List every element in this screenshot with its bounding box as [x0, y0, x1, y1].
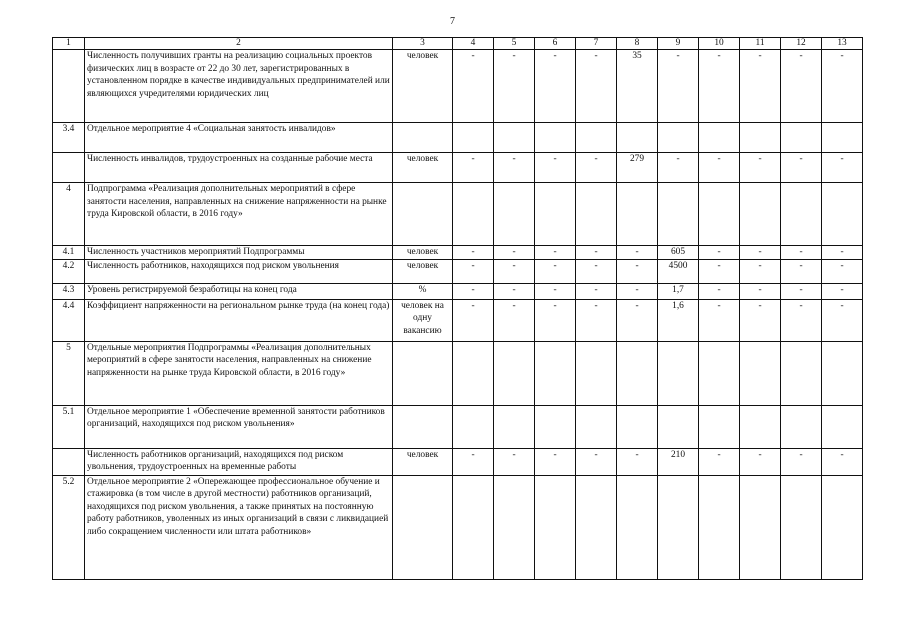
value-cell-col-10	[699, 123, 740, 153]
row-number-cell: 3.4	[53, 123, 85, 153]
value-cell-col-11: -	[740, 246, 781, 260]
indicator-name-cell: Уровень регистрируемой безработицы на конец года	[85, 283, 393, 299]
value-cell-col-12	[781, 405, 822, 448]
value-cell-col-13: -	[822, 246, 863, 260]
column-header-8: 8	[617, 38, 658, 50]
value-cell-col-9: 1,6	[658, 299, 699, 341]
row-number-cell	[53, 50, 85, 123]
value-cell-col-9	[658, 405, 699, 448]
row-number-cell: 4.4	[53, 299, 85, 341]
indicator-name-cell: Коэффициент напряженности на региональном рынке труда (на конец года)	[85, 299, 393, 341]
value-cell-col-13	[822, 183, 863, 246]
value-cell-col-13	[822, 341, 863, 405]
row-number-cell: 5	[53, 341, 85, 405]
unit-cell: человек на одну вакансию	[393, 299, 453, 341]
value-cell-col-10	[699, 341, 740, 405]
column-header-2: 2	[85, 38, 393, 50]
column-header-4: 4	[453, 38, 494, 50]
value-cell-col-6	[535, 405, 576, 448]
value-cell-col-13: -	[822, 50, 863, 123]
value-cell-col-6	[535, 475, 576, 579]
indicator-name-cell: Отдельное мероприятие 1 «Обеспечение временной занятости работников организаций, находящихся под риском увольнения»	[85, 405, 393, 448]
value-cell-col-7	[576, 405, 617, 448]
value-cell-col-5	[494, 475, 535, 579]
row-number-cell: 5.2	[53, 475, 85, 579]
value-cell-col-13	[822, 405, 863, 448]
value-cell-col-7	[576, 475, 617, 579]
table-row	[53, 50, 863, 123]
page-number: 7	[450, 16, 455, 27]
value-cell-col-10: -	[699, 153, 740, 183]
value-cell-col-13: -	[822, 299, 863, 341]
value-cell-col-9	[658, 475, 699, 579]
value-cell-col-8	[617, 405, 658, 448]
column-header-1: 1	[53, 38, 85, 50]
value-cell-col-12	[781, 183, 822, 246]
value-cell-col-8: 35	[617, 50, 658, 123]
row-number-cell: 4.3	[53, 283, 85, 299]
value-cell-col-7: -	[576, 153, 617, 183]
column-header-6: 6	[535, 38, 576, 50]
value-cell-col-4: -	[453, 153, 494, 183]
column-header-13: 13	[822, 38, 863, 50]
value-cell-col-8: -	[617, 299, 658, 341]
indicator-name-cell: Численность участников мероприятий Подпрограммы	[85, 246, 393, 260]
value-cell-col-4	[453, 123, 494, 153]
value-cell-col-11: -	[740, 259, 781, 283]
table-row	[53, 123, 863, 153]
unit-cell	[393, 405, 453, 448]
row-number-cell: 4.2	[53, 259, 85, 283]
unit-cell	[393, 475, 453, 579]
value-cell-col-13	[822, 123, 863, 153]
value-cell-col-10: -	[699, 448, 740, 475]
indicator-name-cell: Численность получивших гранты на реализацию социальных проектов физических лиц в возрасте от 22 до 30 лет, зарегистрированных в установленном порядке в качестве индивидуальных предпринимателей или являющихся учредителями юридических лиц	[85, 50, 393, 123]
value-cell-col-10: -	[699, 246, 740, 260]
value-cell-col-8	[617, 341, 658, 405]
value-cell-col-5: -	[494, 448, 535, 475]
value-cell-col-8: -	[617, 259, 658, 283]
table-row	[53, 183, 863, 246]
value-cell-col-8	[617, 123, 658, 153]
indicator-name-cell: Отдельное мероприятие 2 «Опережающее профессиональное обучение и стажировка (в том числе в другой местности) работников организаций, находящихся под риском увольнения, а также принятых на постоянную работу работников, уволенных из иных организаций в связи с ликвидацией либо сокращением численности или штата работников»	[85, 475, 393, 579]
value-cell-col-6	[535, 183, 576, 246]
value-cell-col-11	[740, 183, 781, 246]
value-cell-col-11: -	[740, 50, 781, 123]
value-cell-col-4: -	[453, 259, 494, 283]
value-cell-col-13: -	[822, 153, 863, 183]
value-cell-col-10	[699, 183, 740, 246]
value-cell-col-6: -	[535, 50, 576, 123]
value-cell-col-6: -	[535, 299, 576, 341]
value-cell-col-9: 1,7	[658, 283, 699, 299]
indicator-name-cell: Отдельные мероприятия Подпрограммы «Реализация дополнительных мероприятий в сфере занятости населения, направленных на снижение напряженности на рынке труда Кировской области, в 2016 году»	[85, 341, 393, 405]
value-cell-col-4	[453, 341, 494, 405]
value-cell-col-12: -	[781, 448, 822, 475]
value-cell-col-9: 605	[658, 246, 699, 260]
value-cell-col-6	[535, 123, 576, 153]
unit-cell: человек	[393, 448, 453, 475]
table-row	[53, 448, 863, 475]
value-cell-col-8: -	[617, 448, 658, 475]
value-cell-col-9: 210	[658, 448, 699, 475]
row-number-cell: 5.1	[53, 405, 85, 448]
row-number-cell	[53, 448, 85, 475]
indicator-name-cell: Отдельное мероприятие 4 «Социальная занятость инвалидов»	[85, 123, 393, 153]
value-cell-col-4: -	[453, 50, 494, 123]
value-cell-col-13: -	[822, 259, 863, 283]
value-cell-col-7: -	[576, 299, 617, 341]
value-cell-col-12: -	[781, 50, 822, 123]
value-cell-col-13: -	[822, 283, 863, 299]
table-row	[53, 341, 863, 405]
column-header-3: 3	[393, 38, 453, 50]
value-cell-col-12: -	[781, 283, 822, 299]
unit-cell: человек	[393, 259, 453, 283]
value-cell-col-12: -	[781, 246, 822, 260]
value-cell-col-5	[494, 123, 535, 153]
value-cell-col-4	[453, 405, 494, 448]
value-cell-col-11	[740, 123, 781, 153]
value-cell-col-7	[576, 183, 617, 246]
value-cell-col-10	[699, 475, 740, 579]
column-header-12: 12	[781, 38, 822, 50]
indicators-table	[52, 37, 863, 580]
indicator-name-cell: Численность инвалидов, трудоустроенных на созданные рабочие места	[85, 153, 393, 183]
value-cell-col-4	[453, 183, 494, 246]
value-cell-col-11	[740, 405, 781, 448]
value-cell-col-12: -	[781, 153, 822, 183]
value-cell-col-13	[822, 475, 863, 579]
value-cell-col-10: -	[699, 259, 740, 283]
unit-cell	[393, 123, 453, 153]
value-cell-col-5: -	[494, 246, 535, 260]
column-header-10: 10	[699, 38, 740, 50]
column-header-9: 9	[658, 38, 699, 50]
value-cell-col-4: -	[453, 246, 494, 260]
value-cell-col-9: -	[658, 153, 699, 183]
value-cell-col-6: -	[535, 283, 576, 299]
value-cell-col-9	[658, 123, 699, 153]
unit-cell: %	[393, 283, 453, 299]
value-cell-col-7: -	[576, 283, 617, 299]
value-cell-col-8	[617, 475, 658, 579]
value-cell-col-11	[740, 341, 781, 405]
value-cell-col-7: -	[576, 50, 617, 123]
value-cell-col-7	[576, 123, 617, 153]
value-cell-col-5	[494, 341, 535, 405]
value-cell-col-7	[576, 341, 617, 405]
value-cell-col-9: 4500	[658, 259, 699, 283]
unit-cell	[393, 183, 453, 246]
value-cell-col-12	[781, 475, 822, 579]
unit-cell: человек	[393, 153, 453, 183]
value-cell-col-5	[494, 183, 535, 246]
table-row	[53, 283, 863, 299]
value-cell-col-4: -	[453, 299, 494, 341]
indicator-name-cell: Подпрограмма «Реализация дополнительных мероприятий в сфере занятости населения, направленных на снижение напряженности на рынке труда Кировской области, в 2016 году»	[85, 183, 393, 246]
value-cell-col-5: -	[494, 283, 535, 299]
row-number-cell: 4	[53, 183, 85, 246]
value-cell-col-10: -	[699, 283, 740, 299]
value-cell-col-8: 279	[617, 153, 658, 183]
indicator-name-cell: Численность работников организаций, находящихся под риском увольнения, трудоустроенных на временные работы	[85, 448, 393, 475]
value-cell-col-8: -	[617, 283, 658, 299]
value-cell-col-9	[658, 341, 699, 405]
value-cell-col-6: -	[535, 448, 576, 475]
value-cell-col-8	[617, 183, 658, 246]
value-cell-col-11: -	[740, 448, 781, 475]
column-header-5: 5	[494, 38, 535, 50]
value-cell-col-10: -	[699, 50, 740, 123]
column-header-7: 7	[576, 38, 617, 50]
value-cell-col-12: -	[781, 299, 822, 341]
value-cell-col-6: -	[535, 246, 576, 260]
value-cell-col-5	[494, 405, 535, 448]
value-cell-col-7: -	[576, 259, 617, 283]
value-cell-col-5: -	[494, 50, 535, 123]
table-row	[53, 405, 863, 448]
value-cell-col-4	[453, 475, 494, 579]
value-cell-col-12	[781, 341, 822, 405]
table-row	[53, 299, 863, 341]
value-cell-col-11: -	[740, 299, 781, 341]
value-cell-col-11: -	[740, 153, 781, 183]
unit-cell: человек	[393, 50, 453, 123]
value-cell-col-11	[740, 475, 781, 579]
value-cell-col-5: -	[494, 299, 535, 341]
value-cell-col-12: -	[781, 259, 822, 283]
column-header-11: 11	[740, 38, 781, 50]
value-cell-col-6: -	[535, 259, 576, 283]
value-cell-col-4: -	[453, 283, 494, 299]
value-cell-col-5: -	[494, 259, 535, 283]
value-cell-col-6: -	[535, 153, 576, 183]
header-row	[53, 38, 863, 50]
row-number-cell: 4.1	[53, 246, 85, 260]
value-cell-col-8: -	[617, 246, 658, 260]
value-cell-col-5: -	[494, 153, 535, 183]
value-cell-col-4: -	[453, 448, 494, 475]
table-row	[53, 153, 863, 183]
value-cell-col-6	[535, 341, 576, 405]
value-cell-col-12	[781, 123, 822, 153]
value-cell-col-9	[658, 183, 699, 246]
value-cell-col-7: -	[576, 246, 617, 260]
value-cell-col-10	[699, 405, 740, 448]
table-row	[53, 259, 863, 283]
unit-cell	[393, 341, 453, 405]
value-cell-col-9: -	[658, 50, 699, 123]
value-cell-col-11: -	[740, 283, 781, 299]
indicator-name-cell: Численность работников, находящихся под риском увольнения	[85, 259, 393, 283]
value-cell-col-10: -	[699, 299, 740, 341]
table-row	[53, 475, 863, 579]
value-cell-col-13: -	[822, 448, 863, 475]
row-number-cell	[53, 153, 85, 183]
unit-cell: человек	[393, 246, 453, 260]
value-cell-col-7: -	[576, 448, 617, 475]
table-row	[53, 246, 863, 260]
